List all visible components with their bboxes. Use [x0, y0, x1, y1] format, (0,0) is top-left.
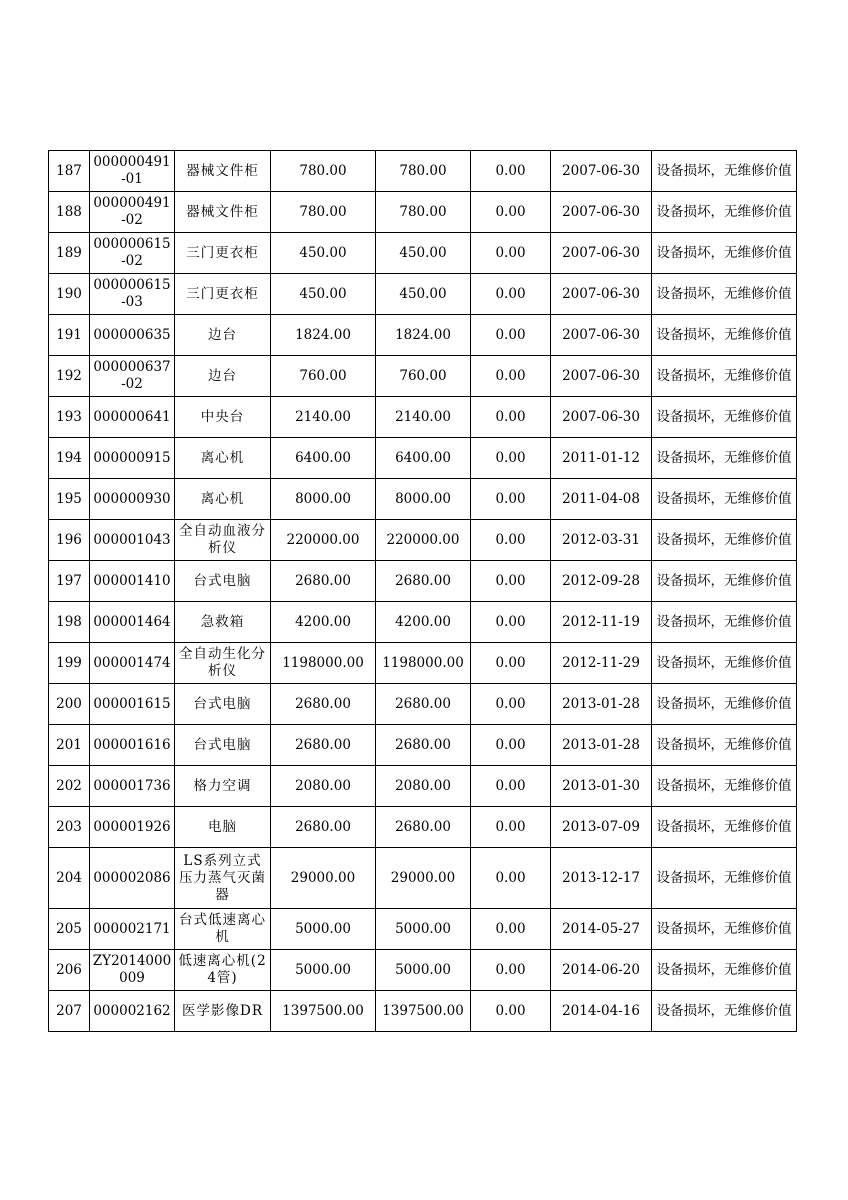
asset-code: 000000641 [90, 397, 175, 438]
net-value: 0.00 [471, 315, 551, 356]
table-body [49, 151, 797, 1032]
disposal-reason: 设备损坏，无维修价值 [652, 356, 797, 397]
asset-code: 000001410 [90, 561, 175, 602]
disposal-reason: 设备损坏，无维修价值 [652, 520, 797, 561]
disposal-reason: 设备损坏，无维修价值 [652, 192, 797, 233]
acquisition-date: 2013-01-28 [551, 684, 652, 725]
net-value: 0.00 [471, 991, 551, 1032]
original-value: 1824.00 [271, 315, 376, 356]
row-index: 199 [49, 643, 90, 684]
net-value: 0.00 [471, 848, 551, 909]
acquisition-date: 2012-11-19 [551, 602, 652, 643]
row-index: 197 [49, 561, 90, 602]
row-index: 198 [49, 602, 90, 643]
asset-name: 全自动生化分析仪 [175, 643, 271, 684]
acquisition-date: 2014-04-16 [551, 991, 652, 1032]
accumulated-depreciation: 780.00 [376, 192, 471, 233]
accumulated-depreciation: 1198000.00 [376, 643, 471, 684]
asset-name: LS系列立式压力蒸气灭菌器 [175, 848, 271, 909]
asset-code: 000001736 [90, 766, 175, 807]
asset-name: 三门更衣柜 [175, 274, 271, 315]
accumulated-depreciation: 5000.00 [376, 909, 471, 950]
row-index: 187 [49, 151, 90, 192]
row-index: 201 [49, 725, 90, 766]
table-row [49, 807, 797, 848]
asset-code: 000002171 [90, 909, 175, 950]
asset-name: 离心机 [175, 438, 271, 479]
net-value: 0.00 [471, 807, 551, 848]
acquisition-date: 2007-06-30 [551, 192, 652, 233]
original-value: 6400.00 [271, 438, 376, 479]
acquisition-date: 2012-11-29 [551, 643, 652, 684]
acquisition-date: 2013-01-28 [551, 725, 652, 766]
asset-name: 医学影像DR [175, 991, 271, 1032]
row-index: 205 [49, 909, 90, 950]
accumulated-depreciation: 450.00 [376, 274, 471, 315]
original-value: 5000.00 [271, 950, 376, 991]
table-row [49, 561, 797, 602]
acquisition-date: 2011-01-12 [551, 438, 652, 479]
asset-code: 000001926 [90, 807, 175, 848]
original-value: 2680.00 [271, 807, 376, 848]
disposal-reason: 设备损坏，无维修价值 [652, 151, 797, 192]
table-row [49, 602, 797, 643]
disposal-reason: 设备损坏，无维修价值 [652, 233, 797, 274]
original-value: 29000.00 [271, 848, 376, 909]
row-index: 188 [49, 192, 90, 233]
original-value: 2680.00 [271, 684, 376, 725]
asset-code: 000000637-02 [90, 356, 175, 397]
row-index: 206 [49, 950, 90, 991]
asset-code: ZY2014000009 [90, 950, 175, 991]
original-value: 780.00 [271, 151, 376, 192]
acquisition-date: 2007-06-30 [551, 274, 652, 315]
accumulated-depreciation: 2680.00 [376, 561, 471, 602]
net-value: 0.00 [471, 397, 551, 438]
accumulated-depreciation: 2080.00 [376, 766, 471, 807]
table-row [49, 909, 797, 950]
asset-code: 000000491-01 [90, 151, 175, 192]
asset-name: 台式电脑 [175, 561, 271, 602]
row-index: 200 [49, 684, 90, 725]
table-row [49, 315, 797, 356]
disposal-reason: 设备损坏，无维修价值 [652, 807, 797, 848]
asset-name: 全自动血液分析仪 [175, 520, 271, 561]
net-value: 0.00 [471, 643, 551, 684]
accumulated-depreciation: 4200.00 [376, 602, 471, 643]
accumulated-depreciation: 2680.00 [376, 807, 471, 848]
asset-name: 三门更衣柜 [175, 233, 271, 274]
disposal-reason: 设备损坏，无维修价值 [652, 766, 797, 807]
table-row [49, 479, 797, 520]
row-index: 196 [49, 520, 90, 561]
accumulated-depreciation: 2680.00 [376, 684, 471, 725]
net-value: 0.00 [471, 561, 551, 602]
acquisition-date: 2007-06-30 [551, 233, 652, 274]
table-row [49, 848, 797, 909]
original-value: 2680.00 [271, 725, 376, 766]
row-index: 195 [49, 479, 90, 520]
net-value: 0.00 [471, 192, 551, 233]
acquisition-date: 2007-06-30 [551, 151, 652, 192]
original-value: 780.00 [271, 192, 376, 233]
disposal-reason: 设备损坏，无维修价值 [652, 991, 797, 1032]
acquisition-date: 2007-06-30 [551, 356, 652, 397]
row-index: 190 [49, 274, 90, 315]
acquisition-date: 2011-04-08 [551, 479, 652, 520]
disposal-reason: 设备损坏，无维修价值 [652, 725, 797, 766]
accumulated-depreciation: 780.00 [376, 151, 471, 192]
disposal-reason: 设备损坏，无维修价值 [652, 315, 797, 356]
net-value: 0.00 [471, 438, 551, 479]
row-index: 192 [49, 356, 90, 397]
acquisition-date: 2014-06-20 [551, 950, 652, 991]
disposal-reason: 设备损坏，无维修价值 [652, 848, 797, 909]
net-value: 0.00 [471, 274, 551, 315]
table-row [49, 643, 797, 684]
asset-code: 000001615 [90, 684, 175, 725]
acquisition-date: 2012-09-28 [551, 561, 652, 602]
accumulated-depreciation: 5000.00 [376, 950, 471, 991]
net-value: 0.00 [471, 950, 551, 991]
table-row [49, 991, 797, 1032]
acquisition-date: 2013-01-30 [551, 766, 652, 807]
table-row [49, 766, 797, 807]
asset-name: 台式低速离心机 [175, 909, 271, 950]
row-index: 191 [49, 315, 90, 356]
asset-code: 000002162 [90, 991, 175, 1032]
asset-code: 000002086 [90, 848, 175, 909]
accumulated-depreciation: 760.00 [376, 356, 471, 397]
net-value: 0.00 [471, 356, 551, 397]
disposal-reason: 设备损坏，无维修价值 [652, 602, 797, 643]
disposal-reason: 设备损坏，无维修价值 [652, 438, 797, 479]
table-row [49, 950, 797, 991]
accumulated-depreciation: 1824.00 [376, 315, 471, 356]
accumulated-depreciation: 1397500.00 [376, 991, 471, 1032]
asset-name: 边台 [175, 356, 271, 397]
accumulated-depreciation: 220000.00 [376, 520, 471, 561]
asset-name: 台式电脑 [175, 725, 271, 766]
asset-code: 000000915 [90, 438, 175, 479]
acquisition-date: 2012-03-31 [551, 520, 652, 561]
original-value: 5000.00 [271, 909, 376, 950]
original-value: 450.00 [271, 274, 376, 315]
row-index: 193 [49, 397, 90, 438]
original-value: 760.00 [271, 356, 376, 397]
asset-name: 低速离心机(24管) [175, 950, 271, 991]
asset-name: 台式电脑 [175, 684, 271, 725]
original-value: 8000.00 [271, 479, 376, 520]
disposal-reason: 设备损坏，无维修价值 [652, 479, 797, 520]
table-row [49, 233, 797, 274]
table-row [49, 274, 797, 315]
row-index: 194 [49, 438, 90, 479]
asset-code: 000000635 [90, 315, 175, 356]
asset-name: 离心机 [175, 479, 271, 520]
net-value: 0.00 [471, 520, 551, 561]
accumulated-depreciation: 2680.00 [376, 725, 471, 766]
disposal-reason: 设备损坏，无维修价值 [652, 909, 797, 950]
asset-name: 电脑 [175, 807, 271, 848]
disposal-reason: 设备损坏，无维修价值 [652, 643, 797, 684]
acquisition-date: 2007-06-30 [551, 397, 652, 438]
original-value: 220000.00 [271, 520, 376, 561]
net-value: 0.00 [471, 684, 551, 725]
disposal-reason: 设备损坏，无维修价值 [652, 561, 797, 602]
table-row [49, 151, 797, 192]
asset-code: 000000615-03 [90, 274, 175, 315]
table-row [49, 438, 797, 479]
disposal-reason: 设备损坏，无维修价值 [652, 274, 797, 315]
asset-code: 000000615-02 [90, 233, 175, 274]
table-row [49, 397, 797, 438]
net-value: 0.00 [471, 909, 551, 950]
disposal-reason: 设备损坏，无维修价值 [652, 684, 797, 725]
original-value: 1397500.00 [271, 991, 376, 1032]
original-value: 4200.00 [271, 602, 376, 643]
table-row [49, 520, 797, 561]
net-value: 0.00 [471, 766, 551, 807]
asset-name: 器械文件柜 [175, 151, 271, 192]
acquisition-date: 2014-05-27 [551, 909, 652, 950]
accumulated-depreciation: 6400.00 [376, 438, 471, 479]
asset-code: 000001464 [90, 602, 175, 643]
accumulated-depreciation: 2140.00 [376, 397, 471, 438]
acquisition-date: 2013-12-17 [551, 848, 652, 909]
asset-code: 000000491-02 [90, 192, 175, 233]
table-row [49, 356, 797, 397]
row-index: 189 [49, 233, 90, 274]
asset-code: 000001043 [90, 520, 175, 561]
table-row [49, 192, 797, 233]
disposal-reason: 设备损坏，无维修价值 [652, 397, 797, 438]
acquisition-date: 2007-06-30 [551, 315, 652, 356]
net-value: 0.00 [471, 602, 551, 643]
original-value: 450.00 [271, 233, 376, 274]
original-value: 2680.00 [271, 561, 376, 602]
asset-code: 000001616 [90, 725, 175, 766]
row-index: 207 [49, 991, 90, 1032]
net-value: 0.00 [471, 151, 551, 192]
accumulated-depreciation: 8000.00 [376, 479, 471, 520]
asset-code: 000000930 [90, 479, 175, 520]
net-value: 0.00 [471, 725, 551, 766]
table-row [49, 725, 797, 766]
original-value: 1198000.00 [271, 643, 376, 684]
row-index: 202 [49, 766, 90, 807]
asset-name: 格力空调 [175, 766, 271, 807]
net-value: 0.00 [471, 233, 551, 274]
asset-code: 000001474 [90, 643, 175, 684]
accumulated-depreciation: 450.00 [376, 233, 471, 274]
acquisition-date: 2013-07-09 [551, 807, 652, 848]
asset-name: 急救箱 [175, 602, 271, 643]
row-index: 203 [49, 807, 90, 848]
asset-name: 边台 [175, 315, 271, 356]
asset-disposal-table [48, 150, 797, 1032]
net-value: 0.00 [471, 479, 551, 520]
disposal-reason: 设备损坏，无维修价值 [652, 950, 797, 991]
accumulated-depreciation: 29000.00 [376, 848, 471, 909]
asset-name: 中央台 [175, 397, 271, 438]
asset-name: 器械文件柜 [175, 192, 271, 233]
table-row [49, 684, 797, 725]
row-index: 204 [49, 848, 90, 909]
original-value: 2080.00 [271, 766, 376, 807]
original-value: 2140.00 [271, 397, 376, 438]
